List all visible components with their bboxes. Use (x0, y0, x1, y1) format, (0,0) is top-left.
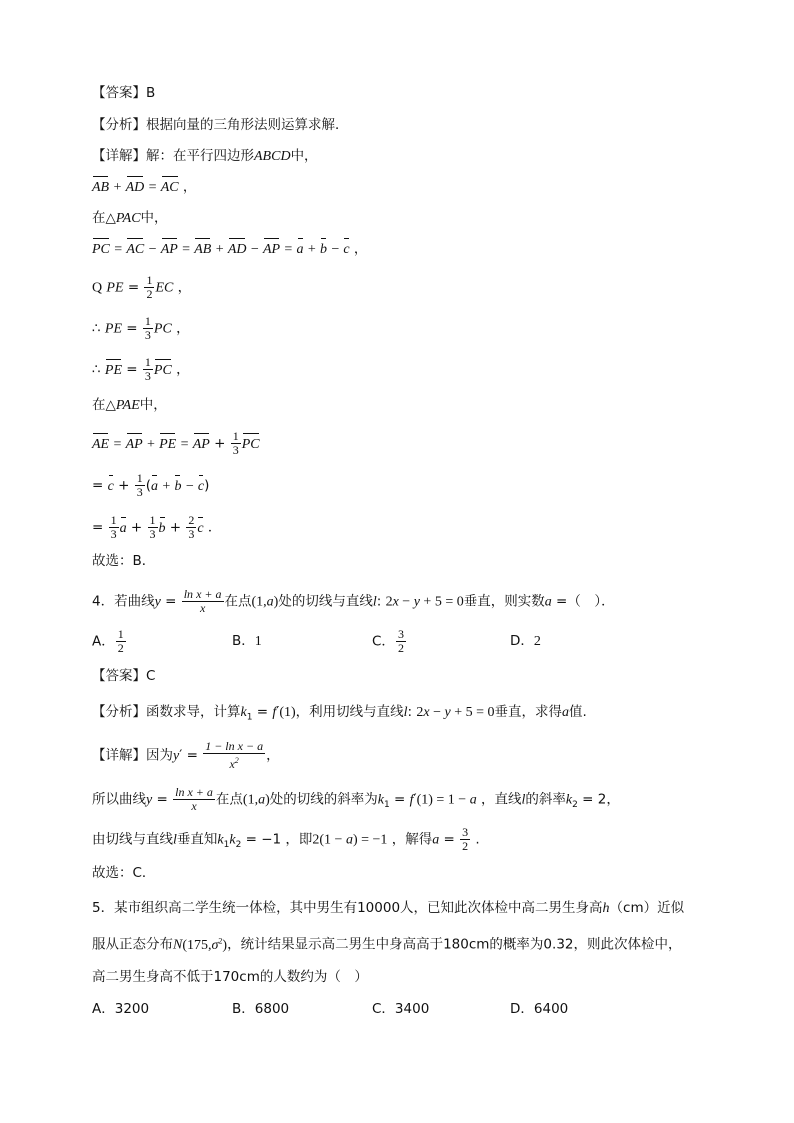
q3-detail: 【详解】解：在平行四边形ABCD中， (92, 148, 318, 164)
q4-option-b: B．1 (232, 633, 262, 649)
q5-option-d: D．6400 (510, 1001, 569, 1017)
q4-option-a: A． $\frac{1}{2}$ (92, 627, 124, 655)
q5-line3: 高二男生身高不低于170cm的人数约为（ ） (92, 969, 368, 985)
q3-eq6: AE = AP + PE = AP + $\frac{1}{3}$ PC (92, 429, 260, 457)
q4-choice: 故选：C． (92, 865, 156, 881)
q5-line2: 服从正态分布$N(175,\sigma^2)$，统计结果显示高二男生中身高高于180cm的概率为0.32，则此次体检中， (92, 936, 682, 953)
q3-eq1: AB + AD = AC ， (92, 179, 197, 195)
q4-detail1: 【详解】因为y′ = $\frac{\text{1 − ln x − a}}{x^2}$ ， (92, 739, 280, 771)
q3-in-pae: 在△PAE中， (92, 397, 167, 413)
q3-in-pac: 在△PAC中， (92, 210, 168, 226)
q4-stem: 4．若曲线y = $\frac{\text{ln x + a}}{x}$ 在点(1,a)处的切线与直线l: 2x − y + 5 = 0垂直，则实数a =（ ）． (92, 587, 615, 615)
q4-option-d: D．2 (510, 633, 541, 649)
q4-detail2: 所以曲线y = $\frac{\text{ln x + a}}{x}$ 在点(1,a)处的切线的斜率为$k_1 = f'(1) = 1 - a$ ，直线l的斜率$k_2 = 2$， (92, 785, 620, 813)
q3-eq3: Q PE = $\frac{1}{2}$ EC ， (92, 273, 192, 301)
q4-answer: 【答案】C (92, 668, 156, 684)
q3-eq4: ∴ PE = $\frac{1}{3}$ PC ， (92, 314, 190, 342)
q3-choice: 故选：B． (92, 553, 156, 569)
q5-option-c: C．3400 (372, 1001, 430, 1017)
q3-eq5: ∴ PE = $\frac{1}{3}$ PC ， (92, 355, 190, 383)
q4-analysis: 【分析】函数求导，计算$k_1 = f'(1)$，利用切线与直线l: 2x − y + 5 = 0垂直，求得a值. (92, 704, 587, 723)
q5-option-b: B．6800 (232, 1001, 290, 1017)
q3-eq2: PC = AC − AP = AB + AD − AP = a + b − c ， (92, 241, 368, 257)
q3-answer: 【答案】B (92, 85, 156, 101)
q4-detail3: 由切线与直线l垂直知$k_1k_2 = -1$ ，即2(1 − a) = −1 ，解得a = $\frac{3}{2}$ . (92, 825, 480, 853)
q4-option-c: C． $\frac{3}{2}$ (372, 627, 404, 655)
q3-eq8: = $\frac{1}{3}$ a + $\frac{1}{3}$ b + $\frac{2}{3}$ c ． (92, 513, 222, 541)
q3-analysis: 【分析】根据向量的三角形法则运算求解． (92, 117, 349, 133)
q3-eq7: = c + $\frac{1}{3}$ (a + b − c) (92, 471, 210, 499)
q5-option-a: A．3200 (92, 1001, 150, 1017)
q5-line1: 5．某市组织高二学生统一体检，其中男生有10000人，已知此次体检中高二男生身高h（cm）近似 (92, 900, 685, 916)
